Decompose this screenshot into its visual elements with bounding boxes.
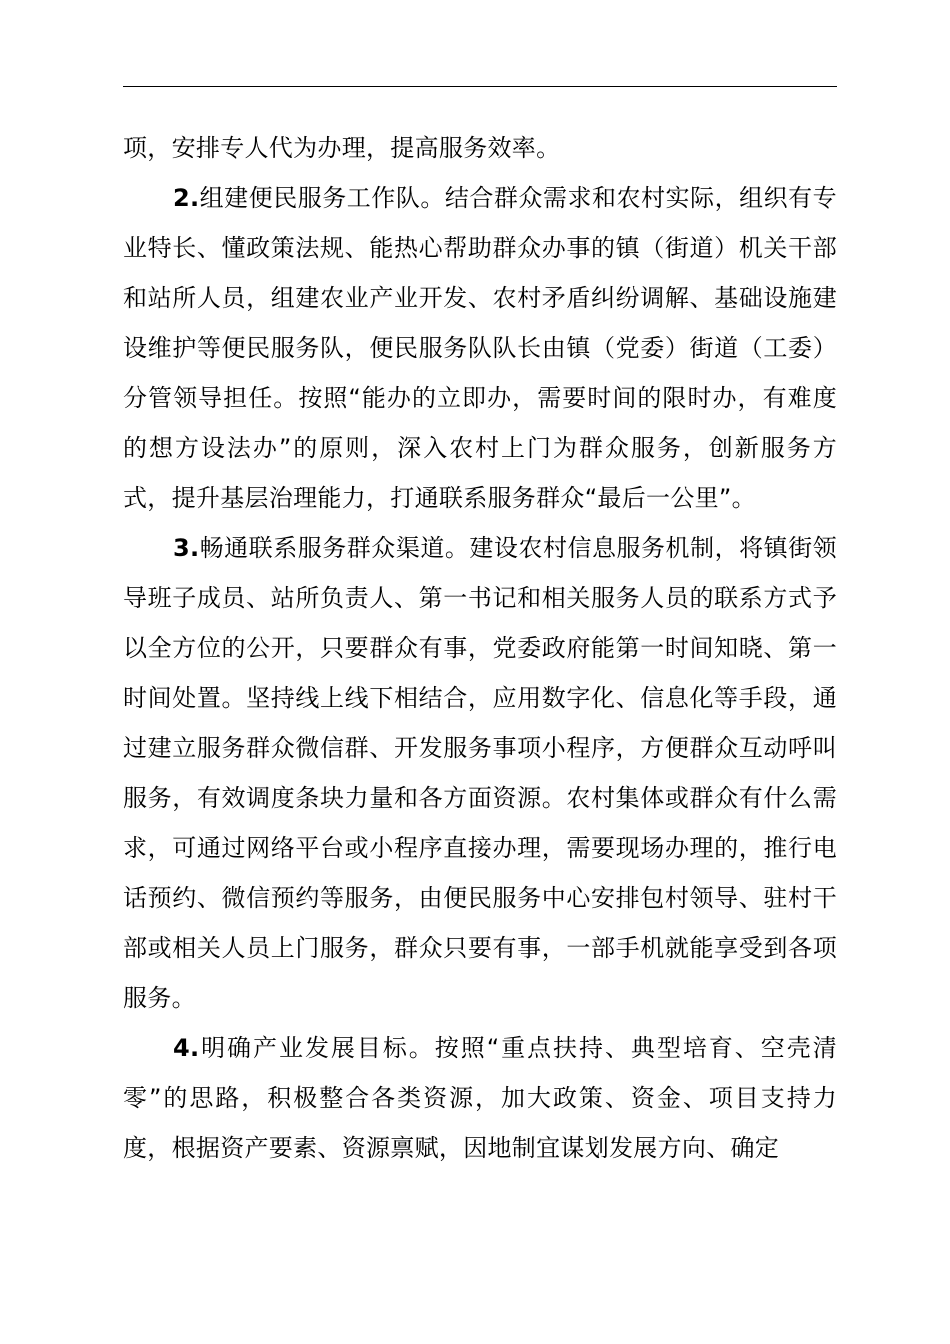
paragraph-number: 3. [173, 534, 200, 562]
paragraph-text: 组建便民服务工作队。结合群众需求和农村实际，组织有专业特长、懂政策法规、能热心帮助群众办事的镇（街道）机关干部和站所人员，组建农业产业开发、农村矛盾纠纷调解、基础设施建设维护等便民服务队，便民服务队队长由镇（党委）街道（工委）分管领导担任。按照“能办的立即办，需要时间的限时办，有难度的想方设法办”的原则，深入农村上门为群众服务，创新服务方式，提升基层治理能力，打通联系服务群众“最后一公里”。 [123, 184, 837, 512]
paragraph-number: 2. [173, 184, 200, 212]
paragraph-4 [123, 1023, 837, 1173]
paragraph-2 [123, 173, 837, 523]
paragraph-number: 4. [173, 1034, 200, 1062]
paragraph-continuation [123, 123, 837, 173]
paragraph-3 [123, 523, 837, 1023]
paragraph-text: 明确产业发展目标。按照“重点扶持、典型培育、空壳清零”的思路，积极整合各类资源，加大政策、资金、项目支持力度，根据资产要素、资源禀赋，因地制宜谋划发展方向、确定 [123, 1034, 837, 1162]
document-body [123, 123, 837, 1173]
header-rule [123, 86, 837, 87]
paragraph-text: 项，安排专人代为办理，提高服务效率。 [123, 134, 561, 162]
paragraph-text: 畅通联系服务群众渠道。建设农村信息服务机制，将镇街领导班子成员、站所负责人、第一书记和相关服务人员的联系方式予以全方位的公开，只要群众有事，党委政府能第一时间知晓、第一时间处置。坚持线上线下相结合，应用数字化、信息化等手段，通过建立服务群众微信群、开发服务事项小程序，方便群众互动呼叫服务，有效调度条块力量和各方面资源。农村集体或群众有什么需求，可通过网络平台或小程序直接办理，需要现场办理的，推行电话预约、微信预约等服务，由便民服务中心安排包村领导、驻村干部或相关人员上门服务，群众只要有事，一部手机就能享受到各项服务。 [123, 534, 837, 1012]
